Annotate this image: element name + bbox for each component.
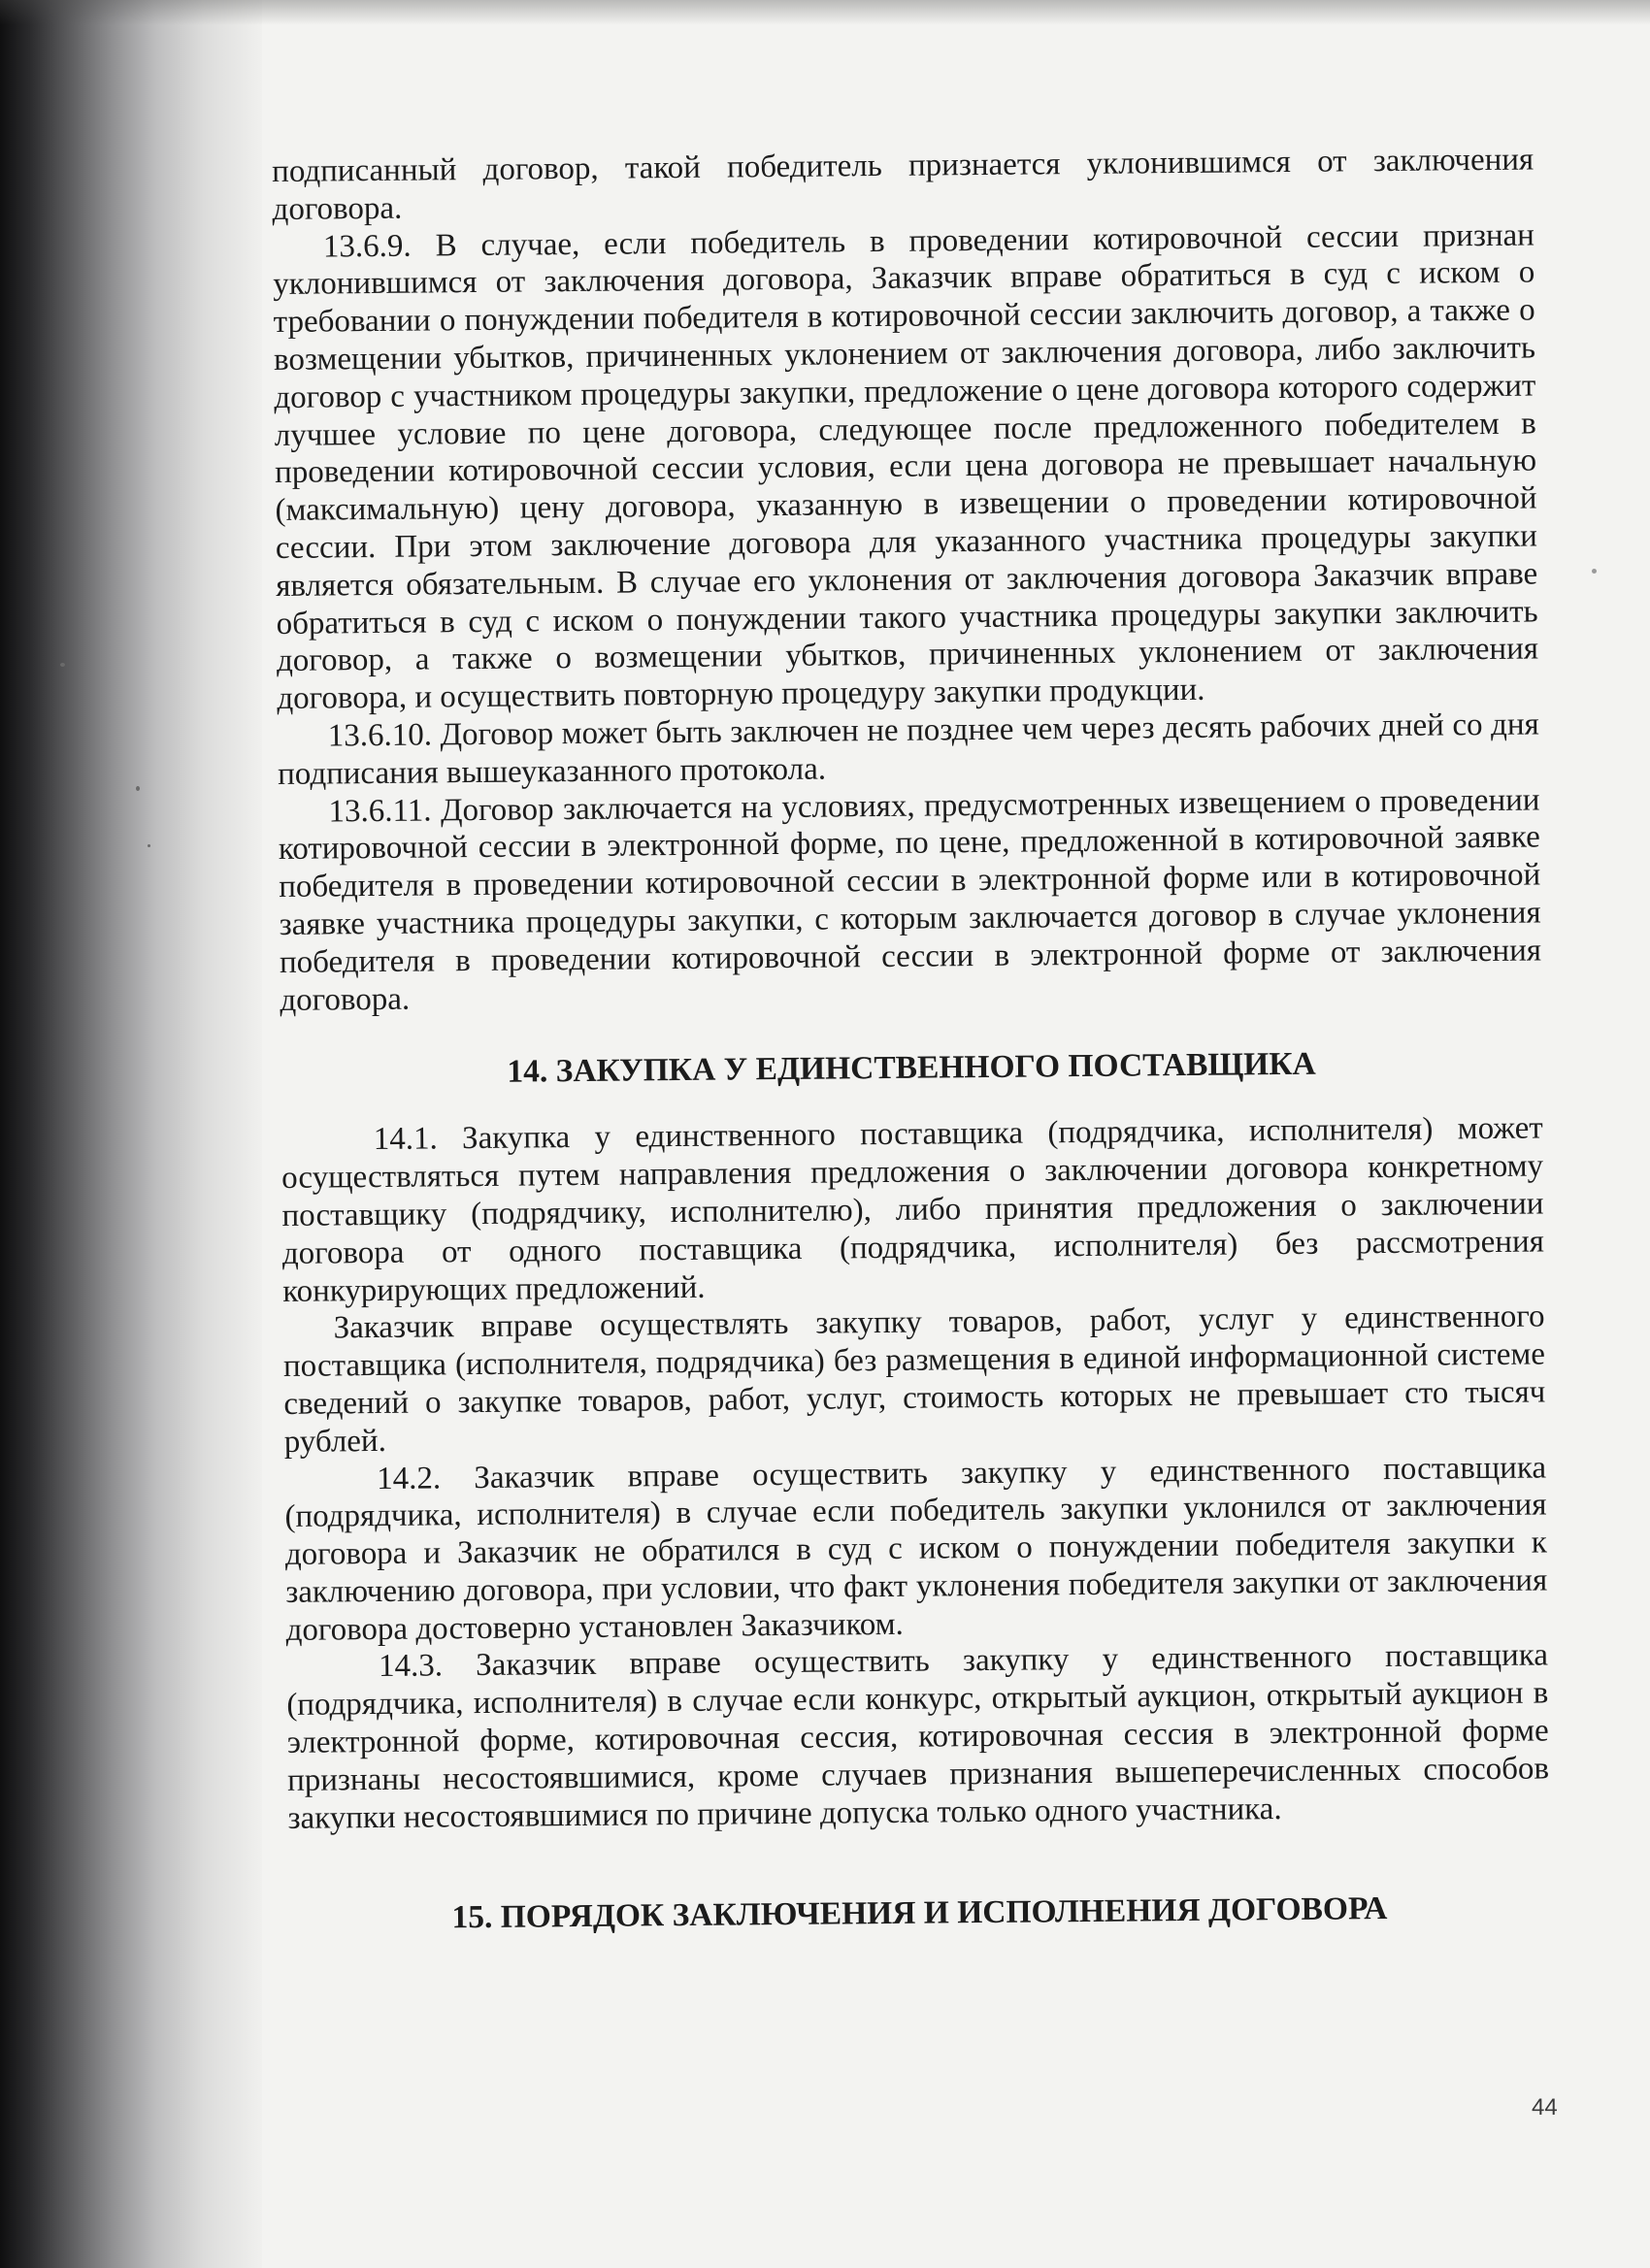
- paragraph-14-1: 14.1. Закупка у единственного поставщика (подрядчика, исполнителя) может осуществляться путем направления предложения о заключении договора конкретному поставщику (подрядчику, исполнителю), либо принятия предложения о заключении договора от одного поставщика (подрядчика, исполнителя) без рассмотрения конкурирующих предложений.: [280, 1110, 1544, 1309]
- scan-speck: [136, 786, 140, 791]
- page-number: 44: [1532, 2094, 1558, 2120]
- paragraph-14-3: 14.3. Заказчик вправе осуществить закупку у единственного поставщика (подрядчика, исполнителя) в случае если конкурс, открытый аукцион, открытый аукцион в электронной форме, котировочная сессия, котировочная сессия в электронной форме признаны несостоявшимися, кроме случаев признания вышеперечисленных способов закупки несостоявшимися по причине допуска только одного участника.: [286, 1637, 1550, 1836]
- scan-binding-shadow: [0, 0, 262, 2268]
- document-page: [272, 142, 1551, 1939]
- paragraph-continuation: подписанный договор, такой победитель признается уклонившимся от заключения договора.: [272, 142, 1534, 227]
- section-15-heading: 15. ПОРЯДОК ЗАКЛЮЧЕНИЯ И ИСПОЛНЕНИЯ ДОГОВОРА: [451, 1890, 1388, 1936]
- paragraph-13-6-9: 13.6.9. В случае, если победитель в проведении котировочной сессии признан уклонившимся от заключения договора, Заказчик вправе обратиться в суд с иском о требовании о понуждении победителя в котировочной сессии заключить договор, а также о возмещении убытков, причиненных уклонением от заключения договора, либо заключить договор с участником процедуры закупки, предложение о цене договора которого содержит лучшее условие по цене договора, следующее после предложенного победителем в проведении котировочной сессии условия, если цена договора не превышает начальную (максимальную) цену договора, указанную в извещении о проведении котировочной сессии. При этом заключение договора для указанного участника процедуры закупки является обязательным. В случае его уклонения от заключения договора Заказчик вправе обратиться в суд с иском о понуждении такого участника процедуры закупки заключить договор, а также о возмещении убытков, причиненных уклонением от заключения договора, и осуществить повторную процедуру закупки продукции.: [273, 217, 1539, 717]
- scan-speck: [1592, 569, 1597, 574]
- paragraph-13-6-11: 13.6.11. Договор заключается на условиях, предусмотренных извещением о проведении котировочной сессии в электронной форме, по цене, предложенной в котировочной заявке победителя в проведении котировочной сессии в электронной форме или в котировочной заявке участника процедуры закупки, с которым заключается договор в случае уклонения победителя в проведении котировочной сессии в электронной форме от заключения договора.: [278, 782, 1542, 1018]
- paragraph-14-2: 14.2. Заказчик вправе осуществить закупку у единственного поставщика (подрядчика, исполнителя) в случае если победитель закупки уклонился от заключения договора и Заказчик не обратился в суд с иском о понуждении победителя закупки к заключению договора, при условии, что факт уклонения победителя закупки от заключения договора достоверно установлен Заказчиком.: [284, 1449, 1548, 1648]
- scan-speck: [60, 663, 65, 667]
- paragraph-14-1-note: Заказчик вправе осуществлять закупку товаров, работ, услуг у единственного поставщика (исполнителя, подрядчика) без размещения в единой информационной системе сведений о закупке товаров, работ, услуг, стоимость которых не превышает сто тысяч рублей.: [282, 1298, 1546, 1460]
- paragraph-13-6-10: 13.6.10. Договор может быть заключен не позднее чем через десять рабочих дней со дня подписания вышеуказанного протокола.: [277, 707, 1539, 792]
- scan-speck: [148, 844, 150, 847]
- section-14-heading: 14. ЗАКУПКА У ЕДИНСТВЕННОГО ПОСТАВЩИКА: [507, 1046, 1316, 1091]
- scan-top-shade: [0, 0, 1650, 25]
